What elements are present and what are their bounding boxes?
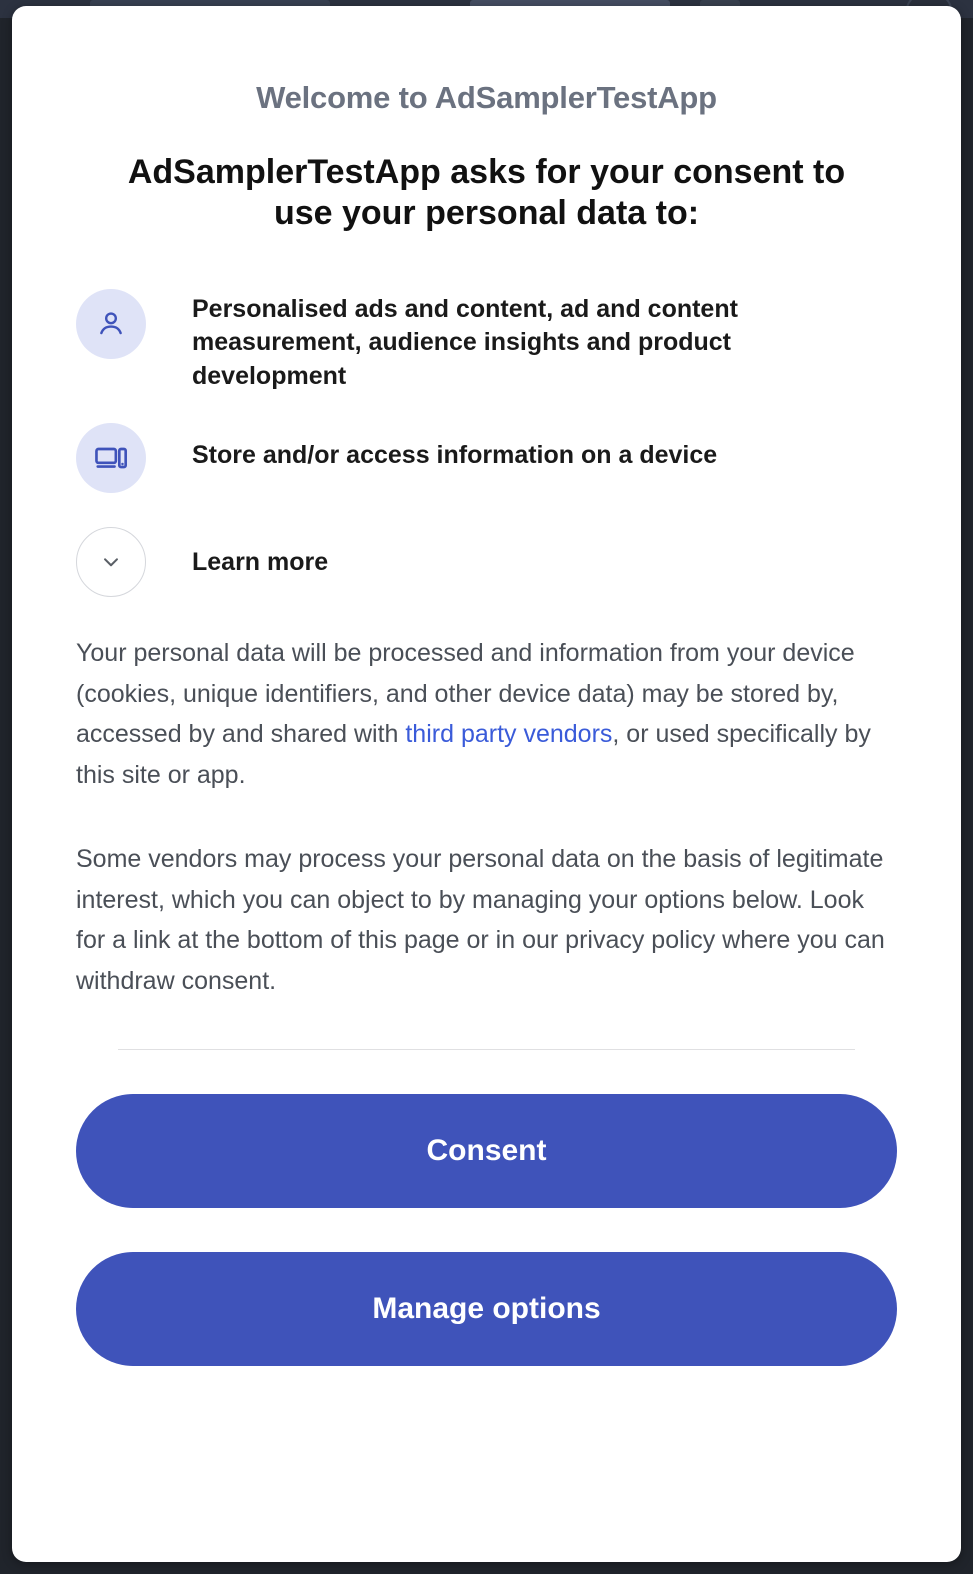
purpose-item-label: Personalised ads and content, ad and content measurement, audience insights and product development — [192, 294, 738, 390]
manage-options-button[interactable]: Manage options — [76, 1252, 897, 1366]
consent-button[interactable]: Consent — [76, 1094, 897, 1208]
chevron-down-icon[interactable] — [76, 527, 146, 597]
learn-more-label: Learn more — [192, 547, 329, 576]
dialog-divider — [118, 1049, 855, 1050]
privacy-paragraph-one-before-link: Your personal data will be processed and information from your device (cookies, unique identifiers, and other device data) may be stored by, accessed by and shared with — [76, 639, 855, 749]
person-icon — [76, 289, 146, 359]
learn-more-toggle[interactable] — [76, 527, 897, 597]
welcome-title: Welcome to AdSamplerTestApp — [256, 80, 717, 115]
devices-icon — [76, 423, 146, 493]
purpose-list — [76, 287, 897, 494]
consent-heading: AdSamplerTestApp asks for your consent to use your personal data to: — [127, 153, 846, 233]
third-party-vendors-link[interactable]: third party vendors — [405, 720, 613, 749]
purpose-item-personalised-ads — [76, 287, 897, 394]
purpose-item-store-access — [76, 421, 897, 493]
privacy-paragraph-one-after-link: , or used specifically by this site or app. — [76, 720, 871, 789]
consent-dialog-content — [12, 6, 961, 1366]
purpose-item-label: Store and/or access information on a device — [192, 441, 718, 470]
privacy-paragraph-one — [76, 633, 897, 795]
privacy-paragraph-two: Some vendors may process your personal data on the basis of legitimate interest, which you can object to by managing your options below. Look for a link at the bottom of this page or in our privacy policy where you can withdraw consent. — [76, 845, 885, 995]
consent-dialog — [12, 6, 961, 1562]
dialog-actions — [76, 1094, 897, 1366]
